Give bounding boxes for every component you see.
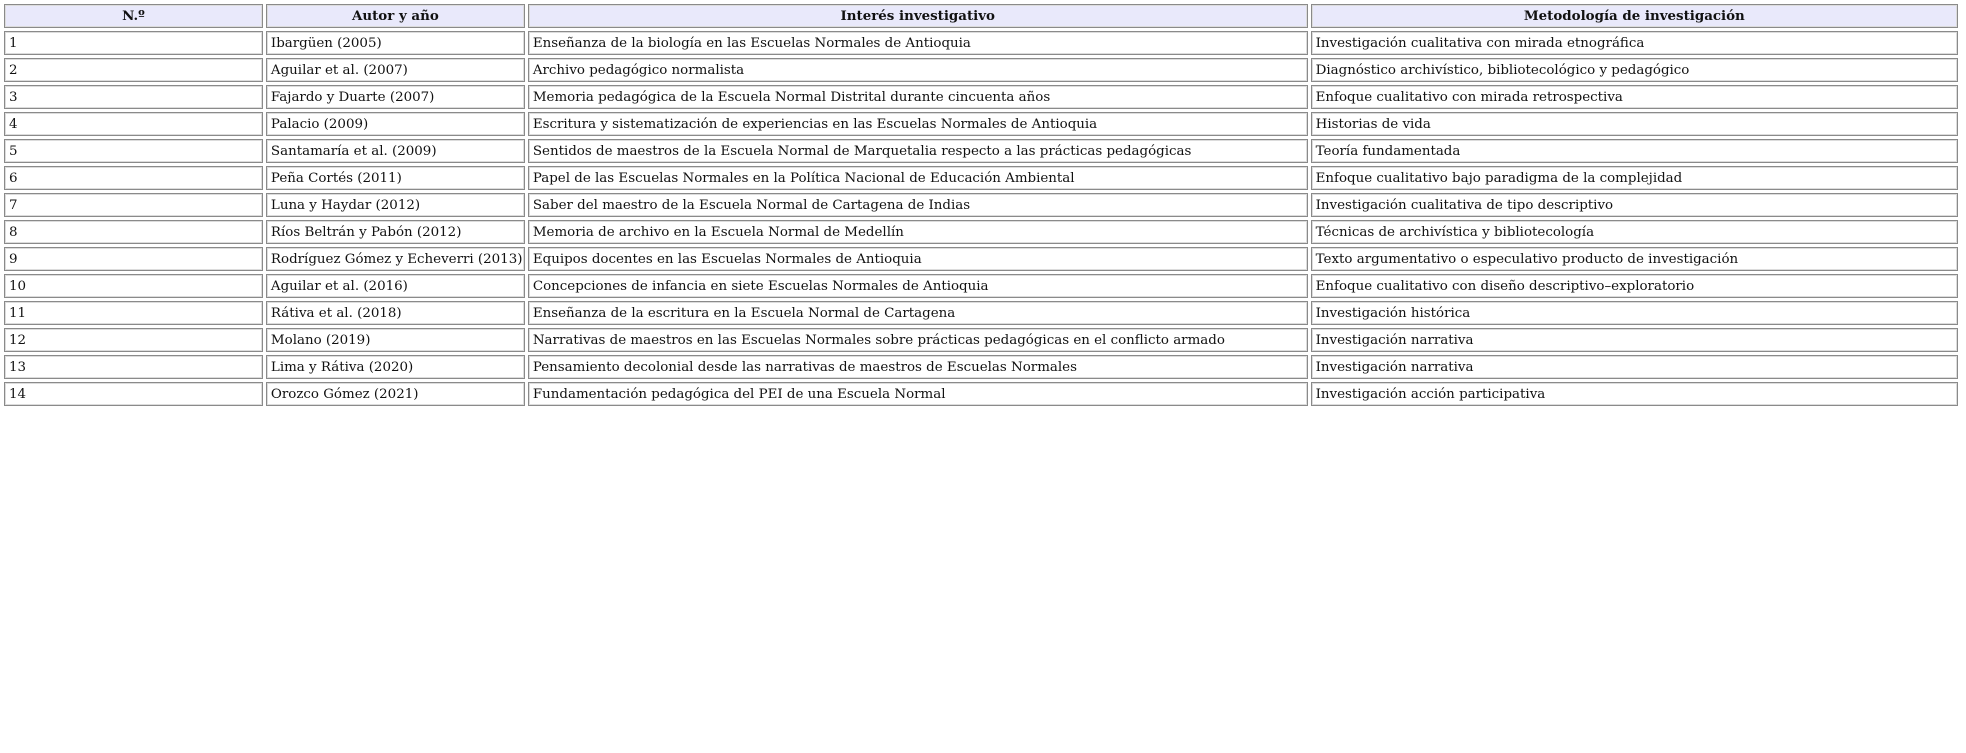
cell-methodology: Investigación histórica: [1311, 301, 1958, 325]
table-row: [4, 247, 1958, 271]
cell-interest: Enseñanza de la biología en las Escuelas Normales de Antioquia: [528, 31, 1308, 55]
cell-number: 3: [4, 85, 263, 109]
table-body: [4, 31, 1958, 406]
cell-number: 8: [4, 220, 263, 244]
cell-author: Peña Cortés (2011): [266, 166, 525, 190]
cell-methodology: Historias de vida: [1311, 112, 1958, 136]
table-row: [4, 301, 1958, 325]
table-row: [4, 274, 1958, 298]
cell-number: 12: [4, 328, 263, 352]
cell-number: 14: [4, 382, 263, 406]
cell-methodology: Teoría fundamentada: [1311, 139, 1958, 163]
cell-methodology: Investigación acción participativa: [1311, 382, 1958, 406]
table-header: [4, 4, 1958, 28]
cell-interest: Saber del maestro de la Escuela Normal de Cartagena de Indias: [528, 193, 1308, 217]
table-row: [4, 193, 1958, 217]
header-methodology: Metodología de investigación: [1311, 4, 1958, 28]
cell-author: Ibargüen (2005): [266, 31, 525, 55]
cell-interest: Equipos docentes en las Escuelas Normales de Antioquia: [528, 247, 1308, 271]
cell-author: Orozco Gómez (2021): [266, 382, 525, 406]
header-interest: Interés investigativo: [528, 4, 1308, 28]
table-row: [4, 355, 1958, 379]
table-row: [4, 58, 1958, 82]
table-row: [4, 166, 1958, 190]
table-row: [4, 382, 1958, 406]
cell-author: Santamaría et al. (2009): [266, 139, 525, 163]
cell-author: Palacio (2009): [266, 112, 525, 136]
cell-author: Aguilar et al. (2007): [266, 58, 525, 82]
cell-number: 6: [4, 166, 263, 190]
table-row: [4, 139, 1958, 163]
cell-methodology: Enfoque cualitativo con mirada retrospectiva: [1311, 85, 1958, 109]
cell-interest: Fundamentación pedagógica del PEI de una Escuela Normal: [528, 382, 1308, 406]
cell-interest: Enseñanza de la escritura en la Escuela Normal de Cartagena: [528, 301, 1308, 325]
cell-methodology: Investigación cualitativa de tipo descriptivo: [1311, 193, 1958, 217]
header-author: Autor y año: [266, 4, 525, 28]
studies-table: [1, 1, 1961, 409]
cell-number: 4: [4, 112, 263, 136]
cell-methodology: Diagnóstico archivístico, bibliotecológico y pedagógico: [1311, 58, 1958, 82]
cell-author: Luna y Haydar (2012): [266, 193, 525, 217]
cell-author: Ríos Beltrán y Pabón (2012): [266, 220, 525, 244]
table-row: [4, 220, 1958, 244]
cell-author: Fajardo y Duarte (2007): [266, 85, 525, 109]
cell-interest: Pensamiento decolonial desde las narrativas de maestros de Escuelas Normales: [528, 355, 1308, 379]
cell-author: Lima y Rátiva (2020): [266, 355, 525, 379]
cell-methodology: Técnicas de archivística y bibliotecología: [1311, 220, 1958, 244]
cell-interest: Escritura y sistematización de experiencias en las Escuelas Normales de Antioquia: [528, 112, 1308, 136]
cell-number: 1: [4, 31, 263, 55]
table-row: [4, 328, 1958, 352]
cell-number: 7: [4, 193, 263, 217]
cell-interest: Sentidos de maestros de la Escuela Normal de Marquetalia respecto a las prácticas pedagógicas: [528, 139, 1308, 163]
cell-number: 5: [4, 139, 263, 163]
cell-interest: Memoria pedagógica de la Escuela Normal Distrital durante cincuenta años: [528, 85, 1308, 109]
cell-interest: Archivo pedagógico normalista: [528, 58, 1308, 82]
cell-author: Aguilar et al. (2016): [266, 274, 525, 298]
cell-author: Molano (2019): [266, 328, 525, 352]
cell-number: 10: [4, 274, 263, 298]
cell-methodology: Enfoque cualitativo con diseño descriptivo–exploratorio: [1311, 274, 1958, 298]
cell-interest: Narrativas de maestros en las Escuelas Normales sobre prácticas pedagógicas en el conflicto armado: [528, 328, 1308, 352]
cell-number: 9: [4, 247, 263, 271]
cell-interest: Memoria de archivo en la Escuela Normal de Medellín: [528, 220, 1308, 244]
cell-methodology: Enfoque cualitativo bajo paradigma de la complejidad: [1311, 166, 1958, 190]
cell-number: 2: [4, 58, 263, 82]
cell-methodology: Texto argumentativo o especulativo producto de investigación: [1311, 247, 1958, 271]
cell-interest: Concepciones de infancia en siete Escuelas Normales de Antioquia: [528, 274, 1308, 298]
cell-methodology: Investigación narrativa: [1311, 355, 1958, 379]
cell-author: Rátiva et al. (2018): [266, 301, 525, 325]
cell-number: 13: [4, 355, 263, 379]
cell-number: 11: [4, 301, 263, 325]
cell-interest: Papel de las Escuelas Normales en la Política Nacional de Educación Ambiental: [528, 166, 1308, 190]
table-row: [4, 31, 1958, 55]
header-row: [4, 4, 1958, 28]
cell-methodology: Investigación narrativa: [1311, 328, 1958, 352]
header-number: N.º: [4, 4, 263, 28]
table-row: [4, 85, 1958, 109]
cell-author: Rodríguez Gómez y Echeverri (2013): [266, 247, 525, 271]
table-row: [4, 112, 1958, 136]
cell-methodology: Investigación cualitativa con mirada etnográfica: [1311, 31, 1958, 55]
